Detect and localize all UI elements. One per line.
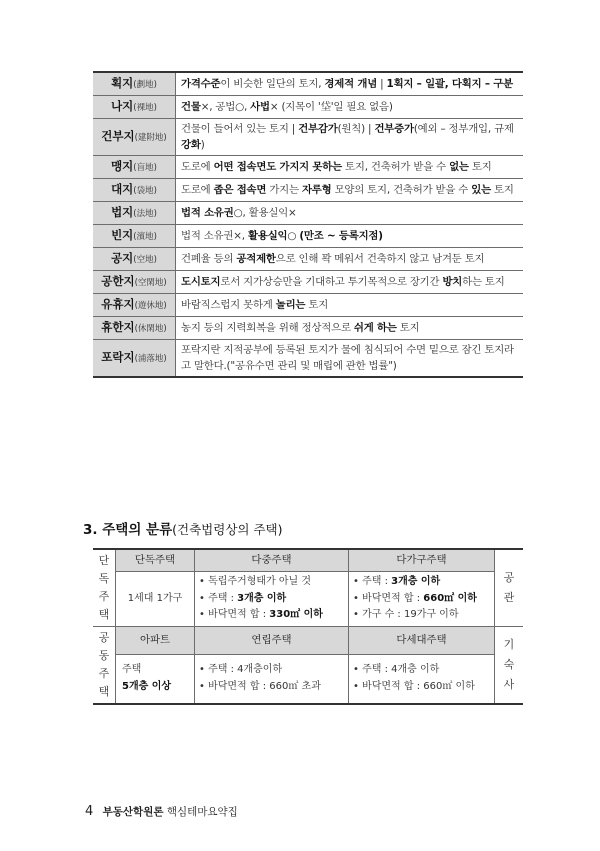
section-title-text: 주택의 분류 <box>102 522 173 538</box>
land-row <box>93 179 523 202</box>
book-subtitle: 핵심테마요약집 <box>166 806 238 818</box>
land-description <box>176 119 524 156</box>
land-description <box>176 202 524 225</box>
bullet-item <box>353 607 490 624</box>
land-term <box>93 248 176 271</box>
text-run: 좁은 접속면 <box>213 184 267 196</box>
text-run: 건폐율 등의 <box>181 253 237 265</box>
land-term <box>93 119 176 156</box>
land-term <box>93 340 176 378</box>
detached-content-row <box>93 571 523 626</box>
land-term <box>93 271 176 294</box>
text-run: 농지 등의 지력회복을 위해 정상적으로 <box>181 322 354 334</box>
text-run: 1획지 – 일괄, 다획지 – 구분 <box>386 78 513 90</box>
group-char: 동 <box>98 649 110 662</box>
text-run: 주택 : 4개층이하 <box>208 664 283 676</box>
land-term <box>93 179 176 202</box>
land-row <box>93 225 523 248</box>
apartment-desc <box>116 654 195 704</box>
text-run: 도로에 <box>181 161 214 173</box>
side-char: 기 <box>503 638 515 651</box>
term-hanja: (休閑地) <box>134 324 167 334</box>
text-run: 바람직스럽지 못하게 <box>181 299 276 311</box>
land-description <box>176 156 524 179</box>
land-row <box>93 340 523 378</box>
land-description <box>176 294 524 317</box>
land-row <box>93 271 523 294</box>
dormitory-label <box>495 627 524 705</box>
text-run: 주택 : <box>208 592 238 604</box>
multi-unit-header-row <box>93 627 523 655</box>
term-hanja: (浦落地) <box>134 354 167 364</box>
text-run: 바닥면적 합 : 660㎡ 이하 <box>362 680 475 692</box>
group-char: 주 <box>98 667 110 680</box>
group-char: 택 <box>98 685 110 698</box>
land-description <box>176 317 524 340</box>
group-char: 공 <box>98 631 110 644</box>
section-number: 3. <box>83 522 98 538</box>
side-char: 사 <box>503 678 515 691</box>
land-description <box>176 225 524 248</box>
bullet-list <box>199 574 344 624</box>
text-run: 도로에 <box>181 184 214 196</box>
text-run: × (지목이 '垈'일 필요 없음) <box>269 101 393 113</box>
group-char: 단 <box>98 554 110 567</box>
text-run: 330㎡ 이하 <box>269 609 323 621</box>
text-run: 법적 소유권×, <box>181 230 249 242</box>
multi-unit-group-label <box>93 627 116 705</box>
term-name: 대지 <box>111 182 134 196</box>
term-hanja: (袋地) <box>133 186 157 196</box>
text-run: 3개층 이하 <box>391 576 441 588</box>
term-name: 공한지 <box>101 274 135 288</box>
text-run: 사법 <box>250 101 270 113</box>
term-hanja: (劃地) <box>133 80 157 90</box>
bullet-list <box>353 662 490 695</box>
detached-house-desc: 1세대 1가구 <box>116 571 195 626</box>
text-run: (만조 ~ 등록지점) <box>299 230 383 242</box>
head-detached-house: 단독주택 <box>116 549 195 571</box>
official-residence-label <box>495 549 524 627</box>
land-description <box>176 248 524 271</box>
group-char: 독 <box>98 572 110 585</box>
text-run: 주택 : <box>362 576 392 588</box>
term-hanja: (建附地) <box>134 133 167 143</box>
land-type-table <box>93 71 523 378</box>
land-row <box>93 248 523 271</box>
term-name: 획지 <box>111 76 134 90</box>
term-name: 공지 <box>111 251 134 265</box>
text-run: 바닥면적 합 : <box>362 592 424 604</box>
detached-group-label <box>93 549 116 627</box>
land-term <box>93 225 176 248</box>
bullet-item <box>199 679 344 696</box>
bullet-item <box>353 679 490 696</box>
text-run: 5개층 이상 <box>122 680 172 692</box>
multi-unit-content-row <box>93 654 523 704</box>
land-row <box>93 317 523 340</box>
text-run: 3개층 이하 <box>237 592 287 604</box>
book-title: 부동산학원론 <box>102 806 164 818</box>
multiplex-house-desc <box>349 654 495 704</box>
text-run: 하는 토지 <box>462 276 505 288</box>
land-row <box>93 72 523 96</box>
detached-header-row <box>93 549 523 571</box>
head-multi-user-house: 다중주택 <box>195 549 349 571</box>
land-row <box>93 96 523 119</box>
text-run: (원칙) | <box>337 123 375 135</box>
term-hanja: (法地) <box>133 209 157 219</box>
text-line <box>122 679 190 696</box>
text-run: 으로 인해 꽉 메워서 건축하지 않고 남겨둔 토지 <box>275 253 485 265</box>
bullet-item <box>353 574 490 591</box>
land-row <box>93 119 523 156</box>
text-run: 모양의 토지, 건축허가 받을 수 <box>331 184 472 196</box>
text-run: 건부증가 <box>374 123 414 135</box>
term-name: 나지 <box>111 99 134 113</box>
text-run: 있는 <box>471 184 491 196</box>
text-run: 쉬게 하는 <box>353 322 397 334</box>
land-table-body <box>93 72 523 377</box>
text-run: ×, 공법○, <box>200 101 251 113</box>
land-description <box>176 340 524 378</box>
side-char: 숙 <box>503 658 515 671</box>
text-run: 강화 <box>181 139 201 151</box>
head-row-house: 연립주택 <box>195 627 349 655</box>
text-run: 바닥면적 합 : 660㎡ 초과 <box>208 680 321 692</box>
side-char: 공 <box>503 571 515 584</box>
term-name: 법지 <box>111 205 134 219</box>
text-run: 바닥면적 합 : <box>208 609 270 621</box>
row-house-desc <box>195 654 349 704</box>
line-list <box>122 662 190 695</box>
term-name: 빈지 <box>111 228 134 242</box>
term-hanja: (空地) <box>133 255 157 265</box>
text-run: ○ <box>287 230 300 242</box>
text-run: 법적 소유권 <box>181 207 234 219</box>
text-run: ) <box>200 139 205 151</box>
term-name: 건부지 <box>101 129 135 143</box>
group-char: 주 <box>98 590 110 603</box>
text-line <box>122 662 190 679</box>
text-run: 포락지란 지적공부에 등록된 토지가 물에 침식되어 수면 밑으로 잠긴 토지라고 말한다.("공유수면 관리 및 매립에 관한 법률") <box>181 344 514 372</box>
bullet-item <box>199 607 344 624</box>
side-char: 관 <box>503 591 515 604</box>
land-term <box>93 96 176 119</box>
text-run: 토지 <box>468 161 492 173</box>
text-run: 독립주거형태가 아닐 것 <box>208 576 312 588</box>
bullet-item <box>353 591 490 608</box>
text-run: 가격수준 <box>181 78 221 90</box>
head-multiplex-house: 다세대주택 <box>349 627 495 655</box>
land-row <box>93 156 523 179</box>
text-run: 건물이 들어서 있는 토지 | <box>181 123 299 135</box>
page-footer <box>85 804 238 819</box>
bullet-list <box>353 574 490 624</box>
text-run: 도시토지 <box>181 276 221 288</box>
text-run: 건부감가 <box>298 123 338 135</box>
text-run: 어떤 접속면도 가지지 못하는 <box>213 161 342 173</box>
text-run: 경제적 개념 <box>324 78 378 90</box>
land-description <box>176 271 524 294</box>
land-term <box>93 317 176 340</box>
page-number: 4 <box>85 804 94 819</box>
term-name: 유휴지 <box>101 297 135 311</box>
text-run: 주택 <box>122 664 142 676</box>
text-run: | <box>377 78 387 90</box>
land-description <box>176 72 524 96</box>
text-run: 가지는 <box>266 184 302 196</box>
text-run: 가구 수 : 19가구 이하 <box>362 609 459 621</box>
text-run: 건물 <box>181 101 201 113</box>
text-run: 놀리는 <box>275 299 306 311</box>
text-run: (예외 – 정부개입, 규제 <box>413 123 514 135</box>
text-run: 토지, 건축허가 받을 수 <box>341 161 450 173</box>
term-name: 맹지 <box>111 159 134 173</box>
text-run: 자루형 <box>301 184 332 196</box>
land-description <box>176 179 524 202</box>
land-row <box>93 294 523 317</box>
term-hanja: (濱地) <box>133 232 157 242</box>
text-run: 토지 <box>396 322 420 334</box>
text-run: 공적제한 <box>236 253 276 265</box>
term-hanja: (盲地) <box>133 163 157 173</box>
multi-user-house-desc <box>195 571 349 626</box>
text-run: 이 비슷한 일단의 토지, <box>220 78 325 90</box>
bullet-item <box>199 662 344 679</box>
section-3-title <box>83 518 282 538</box>
text-run: 토지 <box>305 299 329 311</box>
text-run: ○, 활용실익× <box>233 207 297 219</box>
land-term <box>93 202 176 225</box>
text-run: 주택 : 4개층 이하 <box>362 664 440 676</box>
head-apartment: 아파트 <box>116 627 195 655</box>
multi-household-house-desc <box>349 571 495 626</box>
land-term <box>93 156 176 179</box>
section-subtitle: (건축법령상의 주택) <box>172 522 283 537</box>
text-run: 토지 <box>490 184 514 196</box>
bullet-list <box>199 662 344 695</box>
bullet-item <box>199 591 344 608</box>
group-char: 택 <box>98 608 110 621</box>
housing-classification-table <box>93 548 523 705</box>
term-hanja: (空閑地) <box>134 278 167 288</box>
text-run: 660㎡ 이하 <box>423 592 477 604</box>
term-hanja: (遊休地) <box>134 301 167 311</box>
bullet-item <box>199 574 344 591</box>
head-multi-household-house: 다가구주택 <box>349 549 495 571</box>
text-run: 활용실익 <box>248 230 288 242</box>
text-run: 방치 <box>442 276 463 288</box>
term-name: 휴한지 <box>101 320 135 334</box>
text-run: 없는 <box>449 161 469 173</box>
land-row <box>93 202 523 225</box>
term-hanja: (裸地) <box>133 103 157 113</box>
land-description <box>176 96 524 119</box>
land-term <box>93 294 176 317</box>
bullet-item <box>353 662 490 679</box>
land-term <box>93 72 176 96</box>
text-run: 로서 지가상승만을 기대하고 투기목적으로 장기간 <box>220 276 443 288</box>
term-name: 포락지 <box>101 350 135 364</box>
